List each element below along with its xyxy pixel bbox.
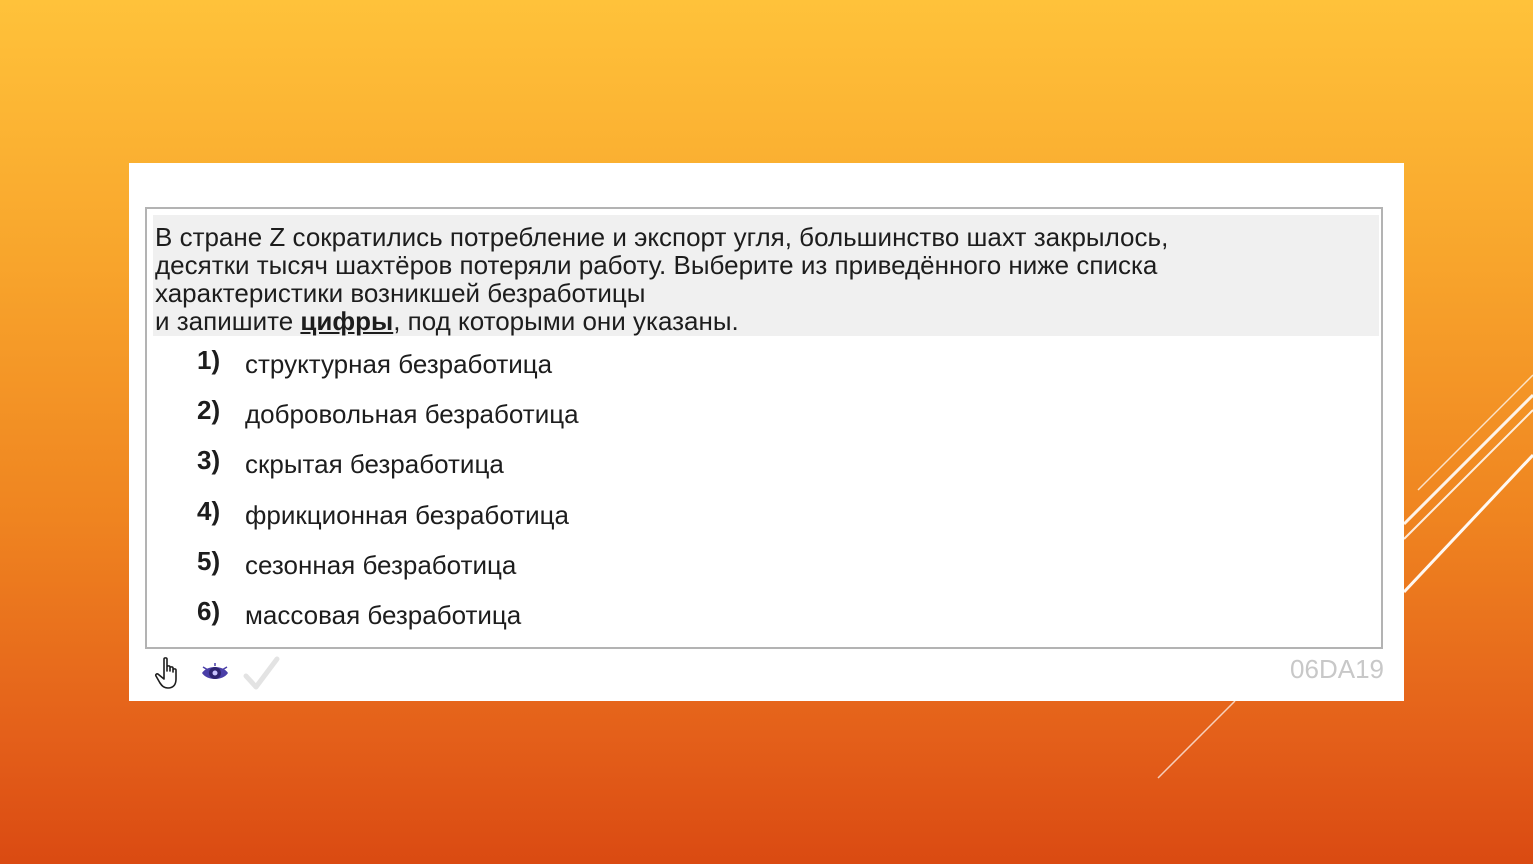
option-text: фрикционная безработица [245,499,569,530]
question-emphasis: цифры [300,306,394,336]
options-list [197,345,579,650]
question-line: десятки тысяч шахтёров потеряли работу. Выберите из приведённого ниже списка [155,250,1158,280]
option-text: сезонная безработица [245,549,517,580]
option-item [197,395,579,449]
option-number: 2) [197,395,221,426]
question-line-last [155,307,1379,335]
option-number: 3) [197,445,221,476]
hand-pointer-icon[interactable] [149,653,189,693]
option-number: 1) [197,345,221,375]
task-card [129,163,1404,701]
option-item [197,495,579,550]
option-text: добровольная безработица [245,399,579,430]
question-line: характеристики возникшей безработицы [155,278,646,308]
option-number: 5) [197,545,221,576]
question-line: В стране Z сократились потребление и экспорт угля, большинство шахт закрылось, [155,222,1169,252]
task-code: 06DA19 [1290,654,1384,684]
question-suffix: , под которыми они указаны. [393,306,739,336]
option-item [197,595,579,650]
task-toolbar [149,653,287,693]
checkmark-icon[interactable] [241,653,281,693]
task-box [145,207,1383,649]
option-item [197,345,579,399]
option-item [197,545,579,600]
option-number: 6) [197,595,221,626]
question-prefix: и запишите [155,306,301,336]
option-number: 4) [197,495,221,526]
option-text: массовая безработица [245,599,522,630]
option-item [197,445,579,499]
option-text: структурная безработица [245,349,553,379]
question-text [153,215,1379,336]
eye-icon[interactable] [195,653,235,693]
option-text: скрытая безработица [245,449,504,480]
